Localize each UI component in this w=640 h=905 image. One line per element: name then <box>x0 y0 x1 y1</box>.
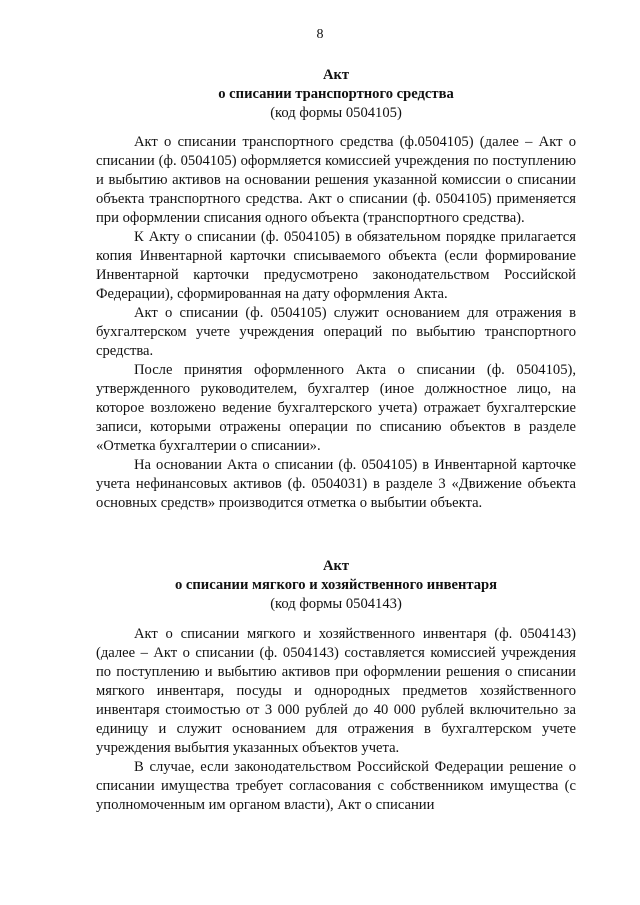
section-2-heading <box>96 557 576 614</box>
section-1-form-code: (код формы 0504105) <box>270 105 402 121</box>
section-1-title: Акт <box>322 67 350 83</box>
section-2-form-code: (код формы 0504143) <box>270 596 402 612</box>
section-1-body <box>96 133 576 513</box>
section-2-subtitle: о списании мягкого и хозяйственного инвентаря <box>174 577 498 593</box>
paragraph: Акт о списании транспортного средства (ф.0504105) (далее – Акт о списании (ф. 0504105) оформляется комиссией учреждения по поступлению и выбытию активов на основании решения указанной комиссии о списании объекта транспортного средства. Акт о списании (ф. 0504105) применяется при оформлении списания одного объекта (транспортного средства). <box>96 134 576 226</box>
section-2-body <box>96 625 576 815</box>
paragraph: К Акту о списании (ф. 0504105) в обязательном порядке прилагается копия Инвентарной карточки списываемого объекта (если формирование Инвентарной карточки предусмотрено законодательством Российской Федерации), сформированная на дату оформления Акта. <box>96 229 576 302</box>
section-1-heading <box>96 66 576 123</box>
paragraph: Акт о списании мягкого и хозяйственного инвентаря (ф. 0504143) (далее – Акт о списании (ф. 0504143) составляется комиссией учреждения по поступлению и выбытию активов при оформлении решения о списании мягкого инвентаря, посуды и однородных предметов хозяйственного инвентаря стоимостью от 3 000 рублей до 40 000 рублей включительно за единицу и служит основанием для отражения в бухгалтерском учете учреждения выбытия указанных объектов учета. <box>96 626 576 756</box>
page-number: 8 <box>316 27 324 42</box>
section-1-subtitle: о списании транспортного средства <box>218 86 454 102</box>
paragraph: На основании Акта о списании (ф. 0504105) в Инвентарной карточке учета нефинансовых активов (ф. 0504031) в разделе 3 «Движение объекта основных средств» производится отметка о выбытии объекта. <box>96 457 576 511</box>
paragraph: После принятия оформленного Акта о списании (ф. 0504105), утвержденного руководителем, бухгалтер (иное должностное лицо, на которое возложено ведение бухгалтерского учета) отражает бухгалтерские записи, которыми отражены операции по списанию объектов в разделе «Отметка бухгалтерии о списании». <box>96 362 576 454</box>
section-2-title: Акт <box>322 558 350 574</box>
paragraph: В случае, если законодательством Российской Федерации решение о списании имущества требует согласования с собственником имущества (с уполномоченным им органом власти), Акт о списании <box>96 759 576 813</box>
paragraph: Акт о списании (ф. 0504105) служит основанием для отражения в бухгалтерском учете учреждения операций по выбытию транспортного средства. <box>96 305 576 359</box>
